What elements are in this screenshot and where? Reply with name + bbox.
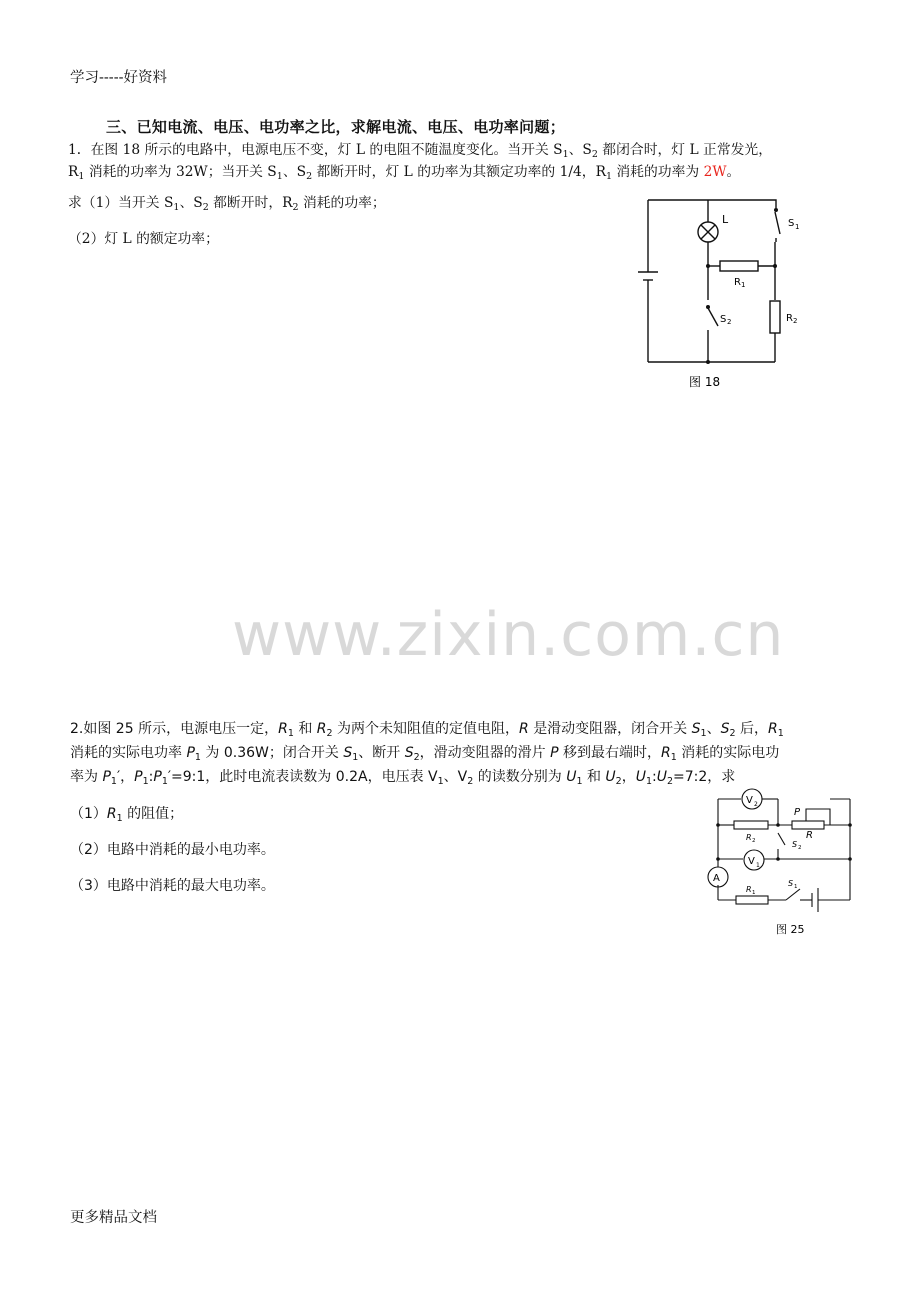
label-R2: R — [746, 833, 752, 842]
circuit-figure-18 — [620, 190, 820, 395]
page-footer: 更多精品文档 — [70, 1210, 157, 1226]
highlight-value: 2W — [703, 164, 727, 180]
problem2-question2: （2）电路中消耗的最小电功率。 — [70, 842, 275, 858]
svg-text:1: 1 — [795, 223, 800, 231]
label-L: L — [722, 213, 729, 226]
figure18-caption: 图 18 — [689, 375, 721, 389]
problem2-question3: （3）电路中消耗的最大电功率。 — [70, 878, 275, 894]
svg-text:1: 1 — [752, 890, 756, 896]
svg-text:2: 2 — [754, 801, 758, 808]
label-S2: S — [720, 314, 727, 325]
svg-text:1: 1 — [741, 281, 746, 289]
svg-text:1: 1 — [794, 884, 798, 890]
problem2-line3: 率为 $P_1'$，$P_1:P_1'=9:1$，此时电流表读数为 0.2A，电压表 $V_1$、$V_2$ 的读数分别为 $U_1$ 和 $U_2$，$U_1:U_2=7:2$，求 — [70, 769, 736, 787]
label-V2: V — [746, 795, 753, 806]
label-S2: S — [792, 840, 798, 849]
svg-text:2: 2 — [752, 838, 756, 844]
problem2-line2: 消耗的实际电功率 $P_1$ 为 0.36W；闭合开关 $S_1$、断开 $S_2$，滑动变阻器的滑片 P 移到最右端时，$R_1$ 消耗的实际电功 — [70, 745, 780, 763]
label-R1: R — [746, 885, 752, 894]
problem2-line1: 2.如图 25 所示，电源电压一定，$R_1$ 和 $R_2$ 为两个未知阻值的定值电阻，R 是滑动变阻器，闭合开关 $S_1$、$S_2$ 后，$R_1$ — [70, 721, 784, 739]
label-R: R — [806, 830, 813, 841]
section-title: 三、已知电流、电压、电功率之比，求解电流、电压、电功率问题； — [106, 118, 566, 136]
circuit-figure-25 — [700, 785, 860, 940]
label-R2: R — [786, 313, 793, 324]
problem1-line1: 1．在图 18 所示的电路中，电源电压不变，灯 L 的电阻不随温度变化。当开关 $S_1$、$S_2$ 都闭合时，灯 L 正常发光， — [68, 142, 773, 160]
problem1-question1: 求（1）当开关 $S_1$、$S_2$ 都断开时，$R_2$ 消耗的功率； — [68, 195, 386, 213]
label-R1: R — [734, 277, 741, 288]
problem1-line2: $R_1$ 消耗的功率为 32W；当开关 $S_1$、$S_2$ 都断开时，灯 L 的功率为其额定功率的 1/4，$R_1$ 消耗的功率为 2W。 — [68, 164, 741, 182]
label-P: P — [794, 807, 801, 818]
label-S1: S — [788, 218, 795, 229]
label-V1: V — [748, 856, 755, 867]
svg-text:2: 2 — [793, 317, 798, 325]
watermark: www.zixin.com.cn — [232, 600, 785, 670]
label-A: A — [713, 873, 720, 884]
svg-text:2: 2 — [798, 845, 802, 851]
label-S1: S — [788, 879, 794, 888]
problem1-question2: （2）灯 L 的额定功率； — [68, 231, 219, 247]
svg-text:1: 1 — [756, 862, 760, 869]
page-header: 学习-----好资料 — [70, 70, 167, 86]
svg-text:2: 2 — [727, 318, 732, 326]
figure25-caption: 图 25 — [776, 923, 805, 936]
problem2-question1: $(1)R_1$ 的阻值； — [70, 806, 184, 824]
